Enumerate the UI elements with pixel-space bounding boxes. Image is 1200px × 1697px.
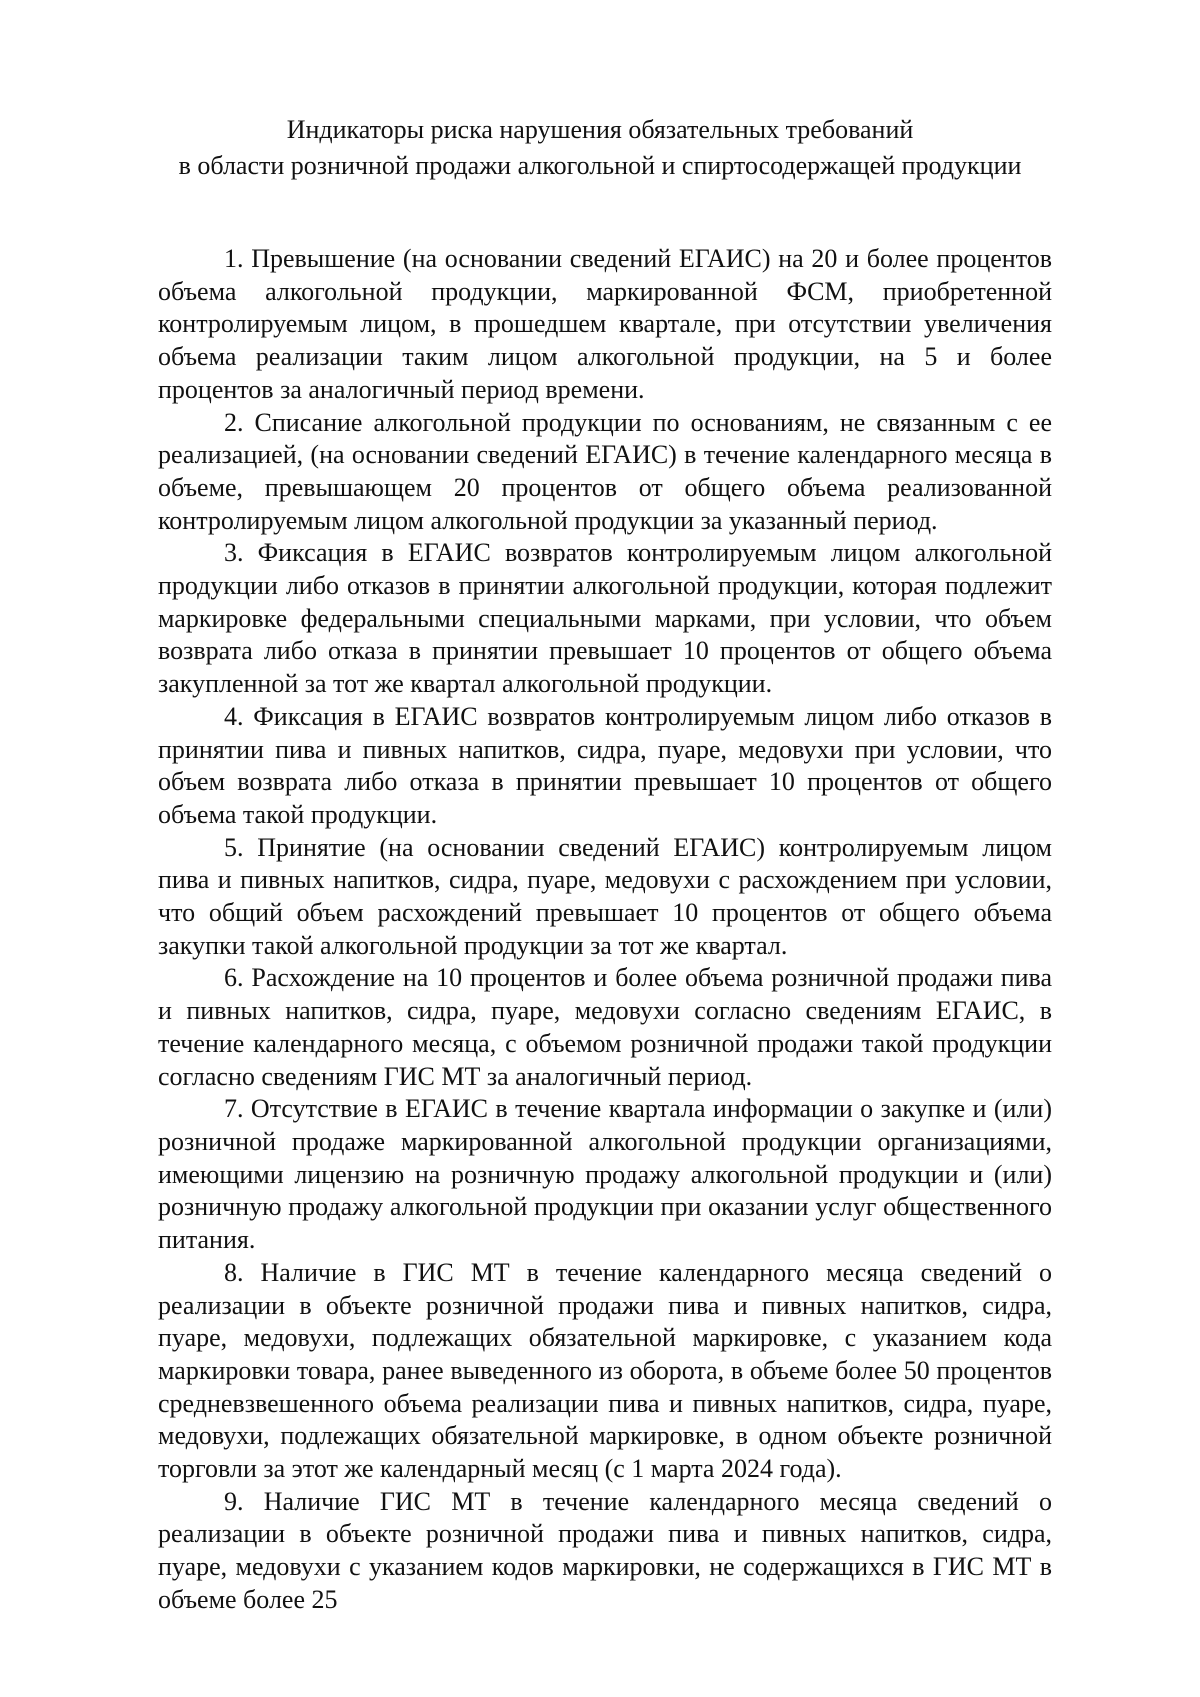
item-number: 9 . [224,1487,264,1516]
item-text: Расхождение на 10 процентов и более объема розничной продажи пива и пивных напитков, сидра, пуаре, медовухи согласно сведениям ЕГАИС, в течение календарного месяца, с объемом розничной продажи такой продукции согласно сведениям ГИС МТ за аналогичный период. [158,963,1053,1091]
item-text: Фиксация в ЕГАИС возвратов контролируемым лицом либо отказов в принятии пива и пивных напитков, сидра, пуаре, медовухи при условии, что объем возврата либо отказа в принятии превышает 10 процентов от общего объема такой продукции. [158,701,1053,829]
item-number: 3 . [224,538,258,567]
document-title-line-2: в области розничной продажи алкогольной и спиртосодержащей продукции [178,151,1022,180]
item-number: 4 . [224,702,253,731]
item-number: 1 . [224,244,251,273]
item-text: Наличие ГИС МТ в течение календарного месяца сведений о реализации в объекте розничной продажи пива и пивных напитков, сидра, пуаре, медовухи с указанием кодов маркировки, не содержащихся в ГИС МТ в объеме более 25 [158,1486,1053,1614]
indicator-item-2 [158,407,1052,538]
document-title-line-1: Индикаторы риска нарушения обязательных требований [286,115,914,144]
item-text: Принятие (на основании сведений ЕГАИС) контролируемым лицом пива и пивных напитков, сидра, пуаре, медовухи с расхождением при условии, что общий объем расхождений превышает 10 процентов от общего объема закупки такой алкогольной продукции за тот же квартал. [158,832,1052,960]
item-number: 7 . [224,1094,251,1123]
item-text: Отсутствие в ЕГАИС в течение квартала информации о закупке и (или) розничной продаже маркированной алкогольной продукции организациями, имеющими лицензию на розничную продажу алкогольной продукции и (или) розничную продажу алкогольной продукции при оказании услуг общественного питания. [158,1094,1052,1255]
item-number: 8 . [224,1258,260,1287]
item-text: Наличие в ГИС МТ в течение календарного месяца сведений о реализации в объекте розничной продажи пива и пивных напитков, сидра, пуаре, медовухи, подлежащих обязательной маркировке, с указанием кода маркировки товара, ранее выведенного из оборота, в объеме более 50 процентов средневзвешенного объема реализации пива и пивных напитков, сидра, пуаре, медовухи, подлежащих обязательной маркировке, в одном объекте розничной торговли за этот же календарный месяц (с 1 марта 2024 года). [158,1257,1052,1484]
indicator-item-9 [158,1486,1052,1617]
indicator-item-6 [158,962,1052,1093]
item-text: Превышение (на основании сведений ЕГАИС) на 20 и более процентов объема алкогольной продукции, маркированной ФСМ, приобретенной контролируемым лицом, в прошедшем квартале, при отсутствии увеличения объема реализации таким лицом алкогольной продукции, на 5 и более процентов за аналогичный период времени. [158,244,1052,404]
indicator-item-8 [158,1257,1052,1486]
indicator-item-1 [158,243,1052,407]
indicator-item-4 [158,701,1052,832]
indicator-item-7 [158,1093,1052,1257]
indicator-item-5 [158,832,1052,963]
document-title [150,112,1050,184]
item-number: 6 . [224,963,251,992]
indicator-list [158,243,1052,1617]
indicator-item-3 [158,537,1052,701]
item-text: Списание алкогольной продукции по основаниям, не связанным с ее реализацией, (на основании сведений ЕГАИС) в течение календарного месяца в объеме, превышающем 20 процентов от общего объема реализованной контролируемым лицом алкогольной продукции за указанный период. [158,407,1053,535]
item-number: 5 . [224,833,257,862]
item-text: Фиксация в ЕГАИС возвратов контролируемым лицом алкогольной продукции либо отказов в принятии алкогольной продукции, которая подлежит маркировке федеральными специальными марками, при условии, что объем возврата либо отказа в принятии превышает 10 процентов от общего объема закупленной за тот же квартал алкогольной продукции. [158,538,1052,699]
item-number: 2 . [224,408,255,437]
